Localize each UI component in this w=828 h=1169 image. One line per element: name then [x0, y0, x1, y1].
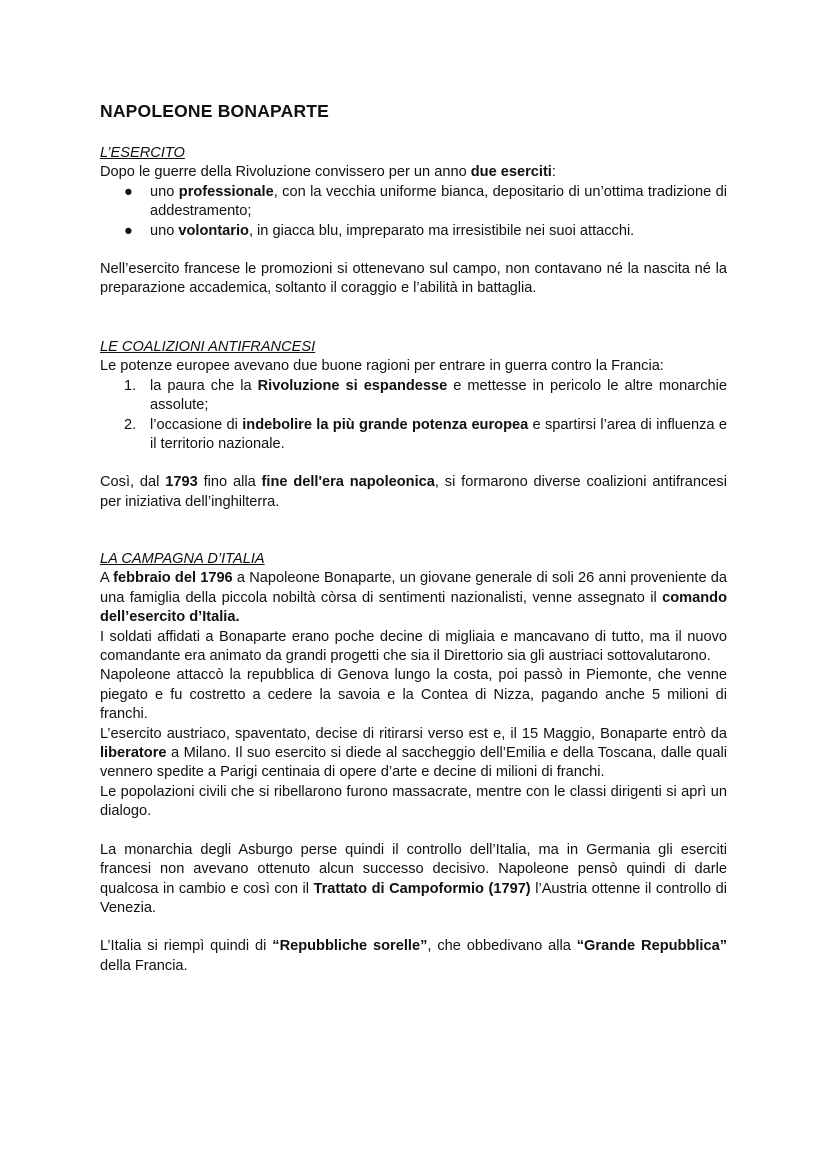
campagna-paragraph-5: Le popolazioni civili che si ribellarono furono massacrate, mentre con le classi dirigenti si aprì un dialogo.: [100, 783, 727, 820]
esercito-paragraph: Nell’esercito francese le promozioni si ottenevano sul campo, non contavano né la nascita né la preparazione accademica, soltanto il coraggio e l’abilità in battaglia.: [100, 261, 727, 297]
bullet-icon: ●: [124, 222, 133, 239]
page-title: NAPOLEONE BONAPARTE: [100, 101, 330, 121]
campagna-paragraph-7: L’Italia si riempì quindi di “Repubbliche sorelle”, che obbedivano alla “Grande Repubblica” della Francia.: [100, 938, 727, 974]
coalizioni-intro: Le potenze europee avevano due buone ragioni per entrare in guerra contro la Francia:: [100, 358, 664, 375]
campagna-paragraph-3: Napoleone attaccò la repubblica di Genova lungo la costa, poi passò in Piemonte, che venne piegato e fu costretto a cedere la savoia e la Contea di Nizza, pagando anche 5 milioni di franchi.: [100, 667, 727, 723]
section-campagna: [100, 550, 727, 976]
bullet-icon: ●: [124, 183, 133, 200]
coalizioni-numbered-list: [100, 377, 727, 455]
section-heading-campagna: LA CAMPAGNA D’ITALIA: [100, 551, 265, 567]
section-coalizioni: [100, 338, 727, 512]
list-item: ● uno volontario, in giacca blu, impreparato ma irresistibile nei suoi attacchi.: [100, 222, 727, 241]
list-item: ● uno professionale, con la vecchia uniforme bianca, depositario di un’ottima tradizione di addestramento;: [124, 183, 727, 220]
section-heading-coalizioni: LE COALIZIONI ANTIFRANCESI: [100, 339, 316, 355]
esercito-bullet-list: [100, 183, 727, 241]
section-esercito: [100, 144, 727, 299]
list-item: 2. l’occasione di indebolire la più grande potenza europea e spartirsi l’area di influenza e il territorio nazionale.: [124, 416, 727, 453]
campagna-paragraph-6: La monarchia degli Asburgo perse quindi il controllo dell’Italia, ma in Germania gli eserciti francesi non avevano ottenuto alcun successo decisivo. Napoleone pensò quindi di darle qualcosa in cambio e così con il Trattato di Campoformio (1797) l’Austria ottenne il controllo di Venezia.: [100, 841, 727, 916]
esercito-intro: Dopo le guerre della Rivoluzione convissero per un anno due eserciti:: [100, 164, 556, 181]
coalizioni-paragraph: Così, dal 1793 fino alla fine dell'era napoleonica, si formarono diverse coalizioni antifrancesi per iniziativa dell’inghilterra.: [100, 474, 727, 510]
campagna-paragraph-4: L’esercito austriaco, spaventato, decise di ritirarsi verso est e, il 15 Maggio, Bonaparte entrò da liberatore a Milano. Il suo esercito si diede al saccheggio dell’Emilia e della Toscana, dalle quali vennero spedite a Parigi centinaia di opere d’arte e decine di milioni di franchi.: [100, 725, 727, 781]
campagna-paragraph-2: I soldati affidati a Bonaparte erano poche decine di migliaia e mancavano di tutto, ma il nuovo comandante era animato da grandi progetti che sia il Direttorio sia gli austriaci sottovalutarono.: [100, 628, 727, 665]
campagna-paragraph-1: A febbraio del 1796 a Napoleone Bonaparte, un giovane generale di soli 26 anni proveniente da una famiglia della piccola nobiltà còrsa di sentimenti nazionalisti, venne assegnato il comando dell’esercito d’Italia.: [100, 570, 728, 626]
section-heading-esercito: L’ESERCITO: [100, 145, 185, 161]
list-item: 1. la paura che la Rivoluzione si espandesse e mettesse in pericolo le altre monarchie assolute;: [124, 377, 727, 414]
